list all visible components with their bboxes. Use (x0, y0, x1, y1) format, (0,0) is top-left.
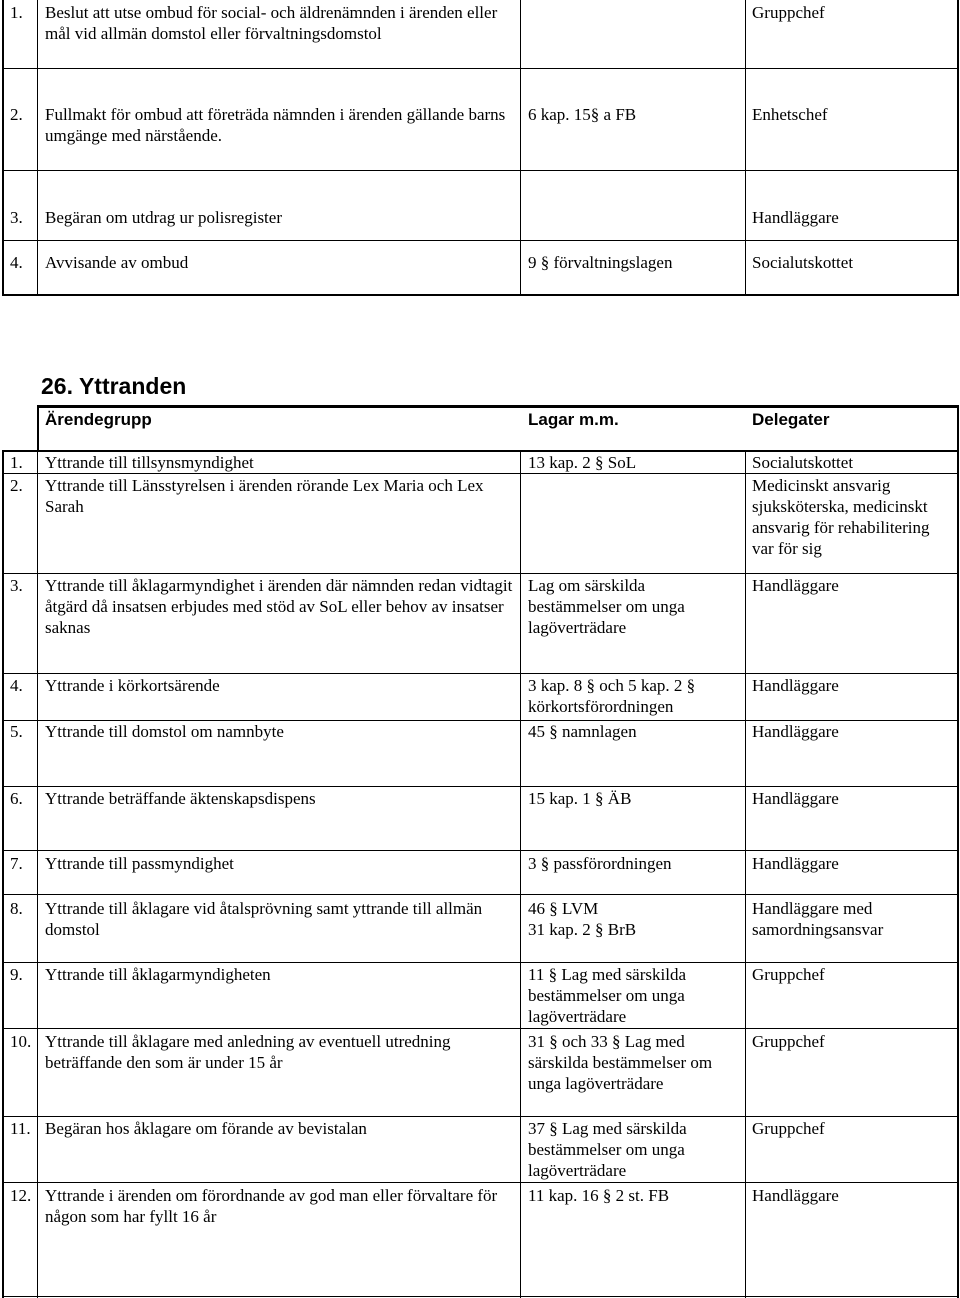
row-law: 15 kap. 1 § ÄB (528, 789, 632, 808)
row-law: 3 § passförordningen (528, 854, 672, 873)
table-row (0, 1183, 960, 1296)
row-text: Avvisande av ombud (45, 253, 189, 272)
row-delegate: Handläggare med samordningsansvar (752, 899, 884, 939)
row-number: 3. (10, 208, 23, 227)
row-law: 13 kap. 2 § SoL (528, 453, 637, 472)
table-row (0, 851, 960, 894)
table-row (0, 895, 960, 962)
row-law: 9 § förvaltningslagen (528, 253, 673, 272)
table-row (0, 721, 960, 786)
row-number: 8. (10, 899, 23, 918)
row-delegate: Handläggare (752, 854, 839, 873)
row-number: 7. (10, 854, 23, 873)
row-law-2: 31 kap. 2 § BrB (528, 920, 637, 939)
row-delegate: Enhetschef (752, 105, 828, 124)
row-law: 11 § Lag med särskilda bestämmelser om unga lagöverträdare (528, 965, 686, 1026)
row-law: 46 § LVM (528, 899, 599, 918)
row-text: Begäran hos åklagare om förande av bevistalan (45, 1119, 367, 1138)
table-row (0, 574, 960, 673)
row-law: Lag om särskilda bestämmelser om unga lagöverträdare (528, 576, 685, 637)
row-law: 3 kap. 8 § och 5 kap. 2 § körkortsförordningen (528, 676, 696, 716)
row-text: Yttrande beträffande äktenskapsdispens (45, 789, 316, 808)
table-row (0, 787, 960, 850)
row-text: Yttrande till tillsynsmyndighet (45, 453, 254, 472)
row-text: Yttrande i körkortsärende (45, 676, 220, 695)
row-text: Yttrande till åklagare med anledning av eventuell utredning beträffande den som är under 15 år (45, 1032, 451, 1072)
row-number: 11. (10, 1119, 31, 1138)
row-delegate: Gruppchef (752, 3, 825, 22)
row-number: 2. (10, 476, 23, 495)
table-row (0, 170, 960, 240)
table-row (0, 1029, 960, 1116)
row-law: 11 kap. 16 § 2 st. FB (528, 1186, 670, 1205)
row-number: 9. (10, 965, 23, 984)
row-law: 37 § Lag med särskilda bestämmelser om unga lagöverträdare (528, 1119, 687, 1180)
row-number: 2. (10, 105, 23, 124)
row-text: Yttrande till åklagarmyndighet i ärenden där nämnden redan vidtagit åtgärd då insatsen erbjudes med stöd av SoL eller behov av insatser saknas (45, 576, 513, 637)
row-text: Beslut att utse ombud för social- och äldrenämnden i ärenden eller mål vid allmän domstol eller förvaltningsdomstol (45, 3, 498, 43)
section-title: 26. Yttranden (41, 373, 187, 399)
table-row (0, 240, 960, 294)
header-law: Lagar m.m. (528, 410, 619, 429)
row-text: Yttrande till åklagare vid åtalsprövning samt yttrande till allmän domstol (45, 899, 483, 939)
table-row (0, 474, 960, 573)
row-delegate: Medicinskt ansvarig sjuksköterska, medicinskt ansvarig för rehabilitering var för sig (752, 476, 930, 558)
table-row (0, 0, 960, 68)
row-text: Begäran om utdrag ur polisregister (45, 208, 282, 227)
row-delegate: Handläggare (752, 789, 839, 808)
row-text: Yttrande till åklagarmyndigheten (45, 965, 271, 984)
row-number: 4. (10, 253, 23, 272)
row-number: 4. (10, 676, 23, 695)
table-row (0, 452, 960, 473)
table-row (0, 674, 960, 720)
table-row (0, 1117, 960, 1182)
header-delegate: Delegater (752, 410, 830, 429)
row-text: Yttrande till domstol om namnbyte (45, 722, 284, 741)
row-number: 1. (10, 453, 23, 472)
table-row (0, 68, 960, 170)
row-number: 10. (10, 1032, 32, 1051)
row-law: 45 § namnlagen (528, 722, 637, 741)
row-number: 12. (10, 1186, 32, 1205)
row-delegate: Handläggare (752, 576, 839, 595)
row-text: Yttrande till passmyndighet (45, 854, 234, 873)
row-number: 5. (10, 722, 23, 741)
row-delegate: Handläggare (752, 1186, 839, 1205)
row-delegate: Handläggare (752, 676, 839, 695)
header-group: Ärendegrupp (45, 410, 152, 429)
row-delegate: Handläggare (752, 722, 839, 741)
row-delegate: Gruppchef (752, 965, 825, 984)
row-text: Yttrande till Länsstyrelsen i ärenden rörande Lex Maria och Lex Sarah (45, 476, 484, 516)
row-number: 1. (10, 3, 23, 22)
row-law: 6 kap. 15§ a FB (528, 105, 637, 124)
row-text: Fullmakt för ombud att företräda nämnden i ärenden gällande barns umgänge med närstående. (45, 105, 506, 145)
row-delegate: Handläggare (752, 208, 839, 227)
row-delegate: Gruppchef (752, 1119, 825, 1138)
row-delegate: Socialutskottet (752, 453, 854, 472)
row-number: 6. (10, 789, 23, 808)
row-delegate: Socialutskottet (752, 253, 854, 272)
table-row (0, 963, 960, 1028)
row-number: 3. (10, 576, 23, 595)
row-delegate: Gruppchef (752, 1032, 825, 1051)
row-law: 31 § och 33 § Lag med särskilda bestämmelser om unga lagöverträdare (528, 1032, 713, 1093)
row-text: Yttrande i ärenden om förordnande av god man eller förvaltare för någon som har fyllt 16 år (45, 1186, 498, 1226)
